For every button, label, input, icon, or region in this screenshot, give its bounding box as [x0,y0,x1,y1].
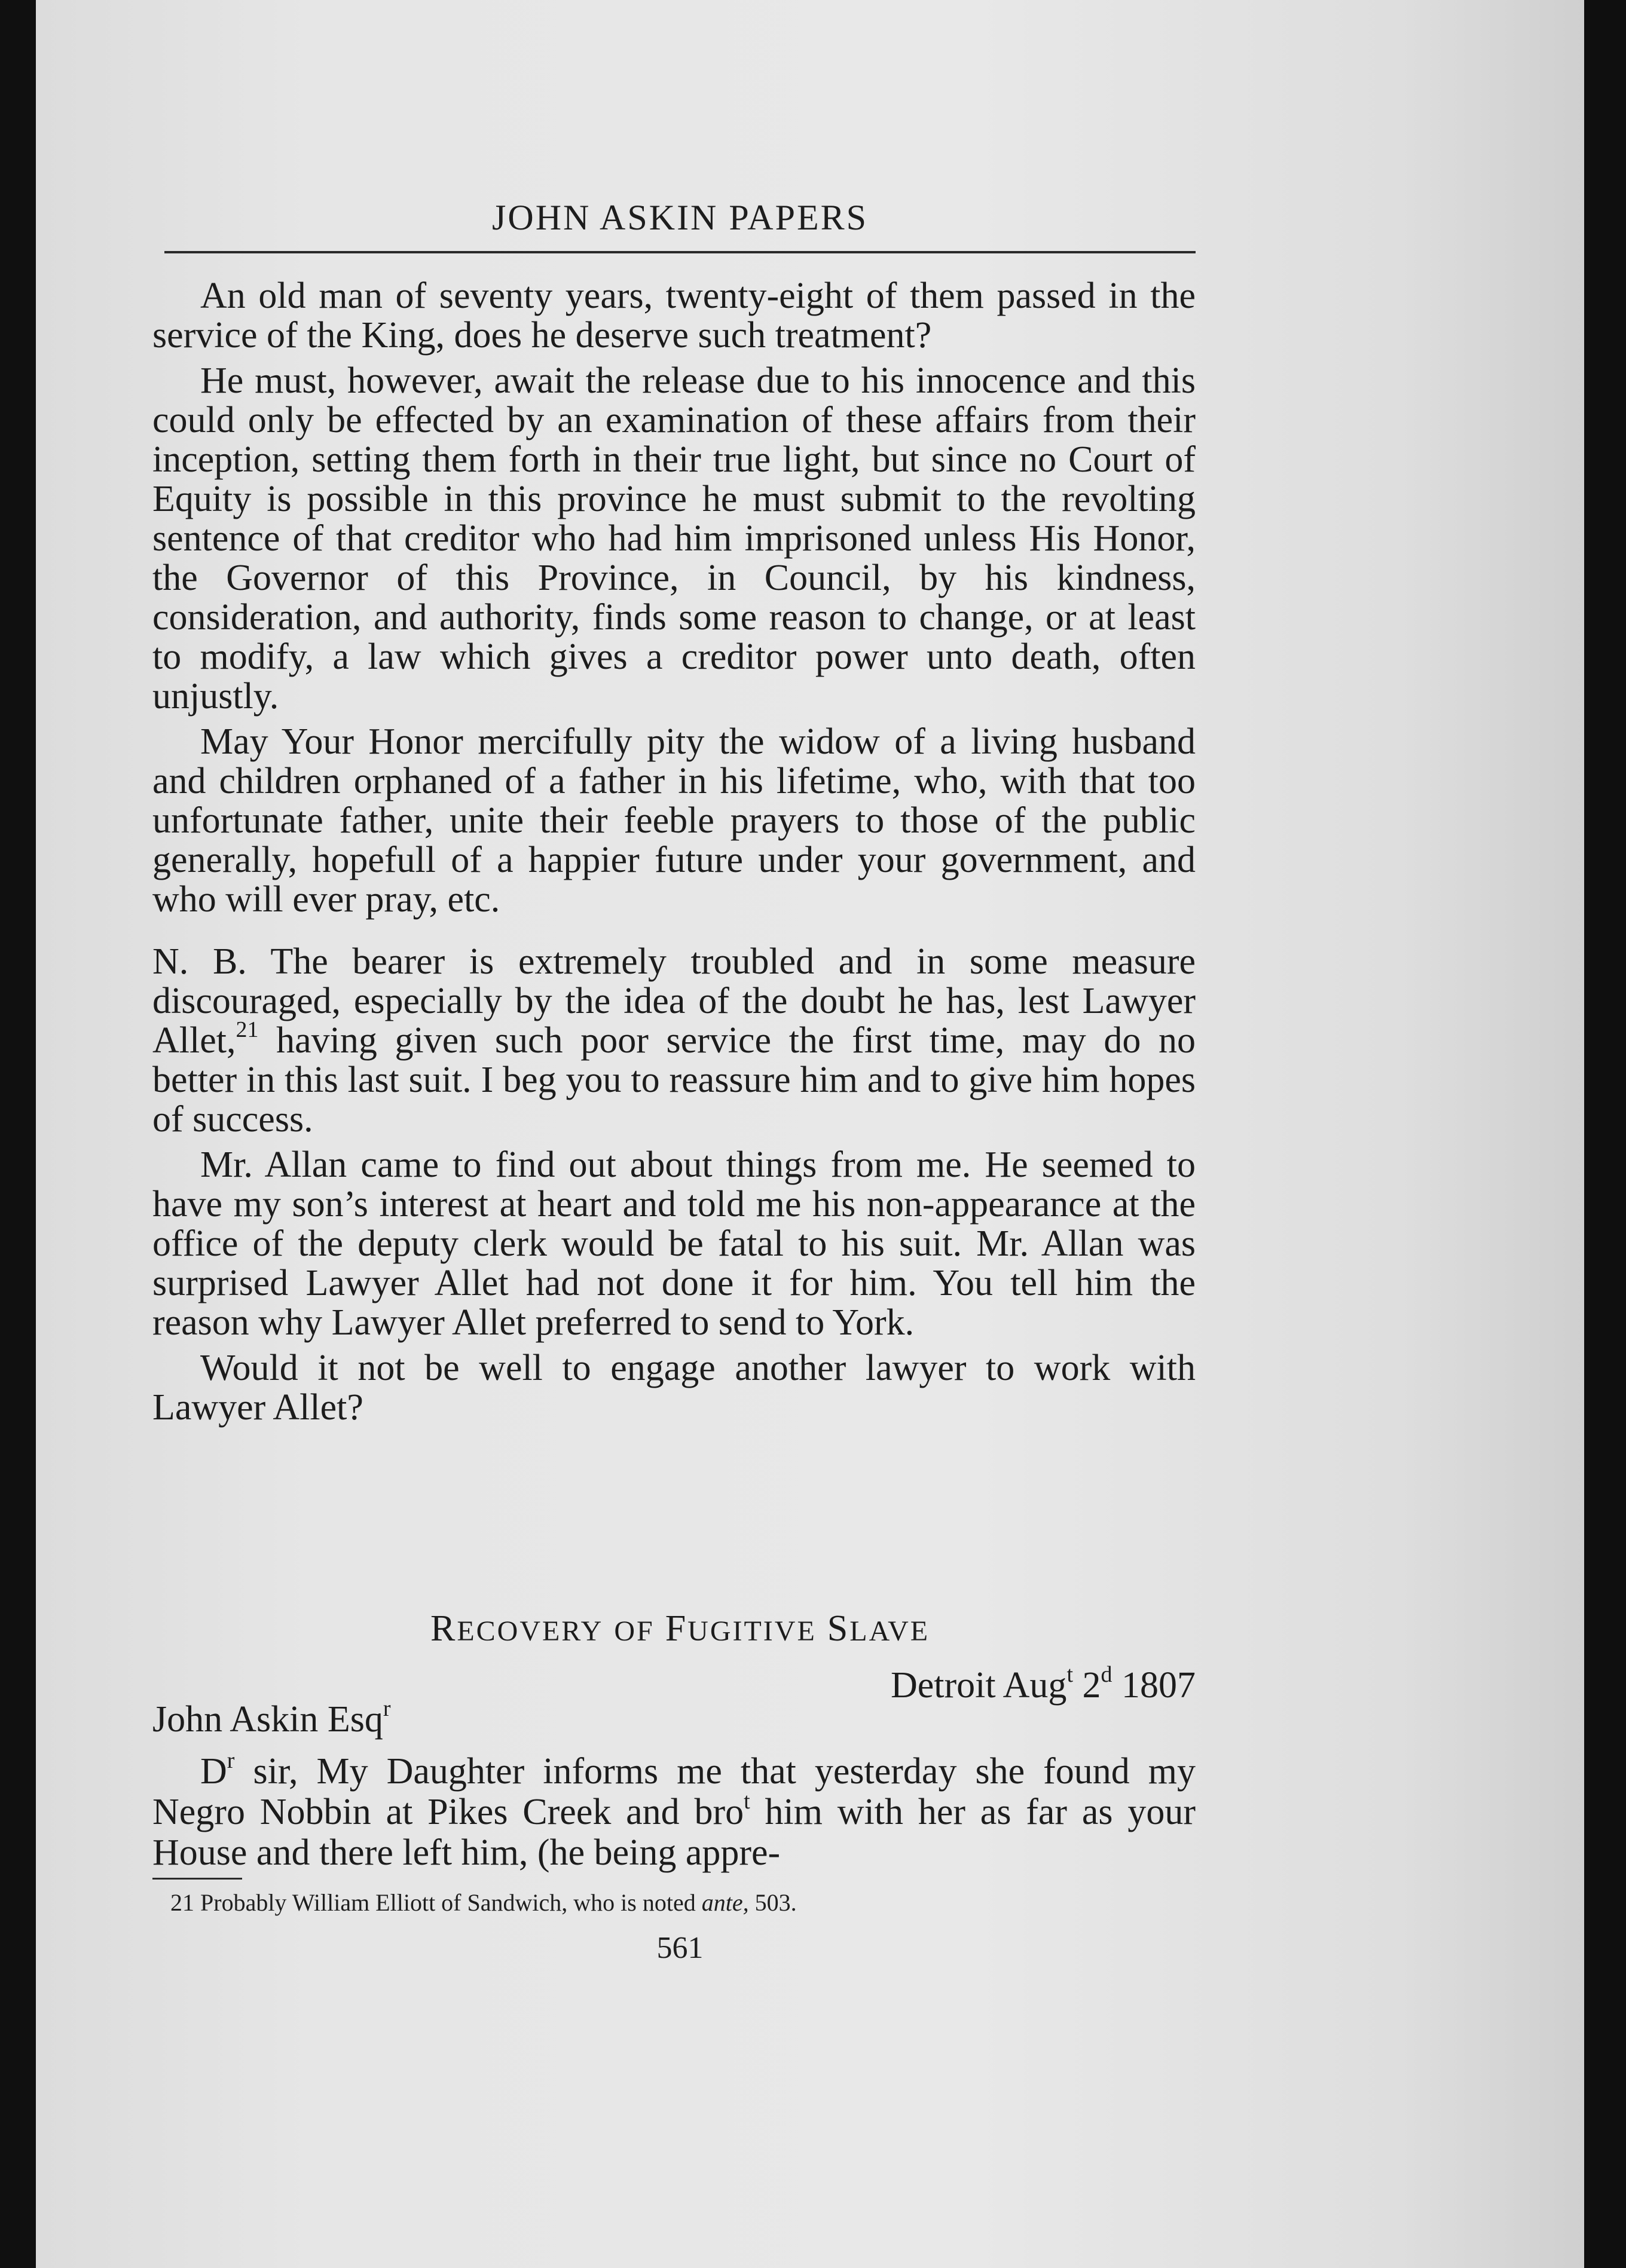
letter-paragraph: $D^r$ sir, My Daughter informs me that yesterday she found my Negro Nobbin at Pikes Creek and bro$^t$ him with her as far as your House and there left him, (he being appre- [152,1748,1196,1873]
footnote-number: 21 [170,1889,194,1916]
paragraph: Would it not be well to engage another lawyer to work with Lawyer Allet? [152,1348,1196,1428]
nb-text: N. B. The bearer is extremely troubled and in some measure discouraged, especially by the idea of the doubt he has, lest Lawyer Allet, [152,941,1196,1061]
footnote-rule [152,1878,242,1880]
letter-body [152,1748,1196,1873]
section-title: RECOVERY OF FUGITIVE SLAVE [430,1608,930,1649]
paragraph: Mr. Allan came to find out about things from me. He seemed to have my son’s interest at heart and told me his non-appearance at the office of the deputy clerk would be fatal to his suit. Mr. Allan was surprised Lawyer Allet had not done it for him. You tell him the reason why Lawyer Allet preferred to send to York. [152,1144,1196,1343]
page-number: 561 [656,1931,704,1965]
letter-dateline: Detroit Aug$^t$ 2$^d$ 1807 [890,1662,1196,1706]
body-text [152,276,1196,1433]
paragraph: May Your Honor mercifully pity the widow of a living husband and children orphaned of a father in his lifetime, who, with that too unfortunate father, unite their feeble prayers to those of the public generally, hopefull of a happier future under your government, and who will ever pray, etc. [152,721,1196,920]
footnote-ref: 21 [236,1017,259,1042]
footnote: 21 Probably William Elliott of Sandwich, who is noted ante, 503. [170,1889,797,1916]
running-head: JOHN ASKIN PAPERS [492,198,868,237]
scan-right-edge [1584,0,1626,2268]
letter-salutation: John Askin Esq$^r$ [152,1696,391,1740]
running-head-rule [164,251,1196,253]
scan-left-edge [0,0,36,2268]
nb-paragraph [152,942,1196,1139]
nb-text: having given such poor service the first time, may do no better in this last suit. I beg you to reassure him and to give him hopes of success. [152,1020,1196,1140]
paragraph: An old man of seventy years, twenty-eight of them passed in the service of the King, does he deserve such treatment? [152,276,1196,356]
paragraph: He must, however, await the release due to his innocence and this could only be effected by an examination of these affairs from their inception, setting them forth in their true light, but since no Court of Equity is possible in this province he must submit to the revolting sentence of that creditor who had him imprisoned unless His Honor, the Governor of this Province, in Council, by his kindness, consideration, and authority, finds some reason to change, or at least to modify, a law which gives a creditor power unto death, often unjustly. [152,360,1196,717]
